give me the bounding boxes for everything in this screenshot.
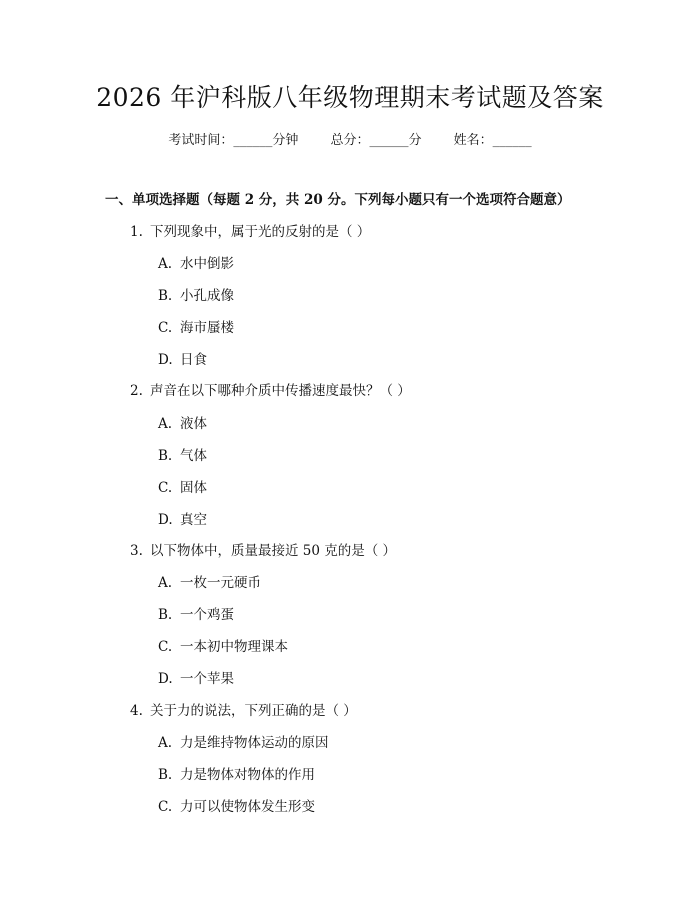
question-text: 以下物体中，质量最接近 50 克的是（ ） [150,543,397,559]
option-2a [158,414,207,434]
question-number: 2. [130,383,143,399]
option-letter: A. [158,575,173,591]
question-4 [130,701,357,721]
exam-title: 2026 年沪科版八年级物理期末考试题及答案 [96,83,604,112]
question-1 [130,222,370,242]
question-number: 3. [130,543,143,559]
option-letter: B. [158,607,173,623]
option-text: 力可以使物体发生形变 [180,799,315,815]
question-text: 下列现象中，属于光的反射的是（ ） [150,224,371,240]
option-2d [158,510,207,530]
option-text: 水中倒影 [180,256,234,272]
student-name-blank: ______ [492,133,532,148]
option-letter: C. [158,480,173,496]
option-3b [158,605,234,625]
option-2b [158,446,207,466]
section-heading: 一、单项选择题（每题 2 分，共 20 分。下列每小题只有一个选项符合题意） [105,192,571,208]
option-letter: C. [158,320,173,336]
option-letter: D. [158,671,173,687]
exam-time-unit: 分钟 [272,133,299,148]
option-text: 一本初中物理课本 [180,639,288,655]
exam-time-label: 考试时间： [168,133,234,148]
option-2c [158,478,207,498]
question-2 [130,381,411,401]
question-number: 4. [130,703,143,719]
exam-time-blank: ______ [233,133,273,148]
option-text: 固体 [180,480,207,496]
total-score-label: 总分： [330,133,370,148]
total-score-blank: ______ [369,133,409,148]
option-3a [158,573,261,593]
question-text: 声音在以下哪种介质中传播速度最快？（ ） [150,383,411,399]
exam-info-row [0,131,700,151]
option-text: 真空 [180,512,207,528]
option-text: 一个苹果 [180,671,234,687]
option-text: 力是物体对物体的作用 [180,767,315,783]
option-text: 一个鸡蛋 [180,607,234,623]
option-letter: C. [158,639,173,655]
option-text: 液体 [180,416,207,432]
option-4c [158,797,315,817]
option-letter: A. [158,416,173,432]
exam-time-field [168,131,298,151]
question-3 [130,541,396,561]
option-4a [158,733,329,753]
option-1d [158,350,207,370]
option-letter: C. [158,799,173,815]
option-1a [158,254,234,274]
student-name-label: 姓名： [453,133,493,148]
option-text: 小孔成像 [180,288,234,304]
option-3c [158,637,288,657]
total-score-unit: 分 [408,133,422,148]
option-text: 日食 [180,352,207,368]
question-text: 关于力的说法，下列正确的是（ ） [150,703,357,719]
option-text: 一枚一元硬币 [180,575,261,591]
option-text: 力是维持物体运动的原因 [180,735,329,751]
option-letter: B. [158,767,173,783]
option-text: 海市蜃楼 [180,320,234,336]
option-3d [158,669,234,689]
student-name-field [454,131,532,151]
option-letter: D. [158,512,173,528]
option-1c [158,318,234,338]
option-letter: B. [158,288,173,304]
option-1b [158,286,234,306]
option-letter: A. [158,256,173,272]
option-4b [158,765,315,785]
option-letter: D. [158,352,173,368]
option-text: 气体 [180,448,207,464]
option-letter: A. [158,735,173,751]
question-number: 1. [130,224,143,240]
total-score-field [330,131,421,151]
option-letter: B. [158,448,173,464]
